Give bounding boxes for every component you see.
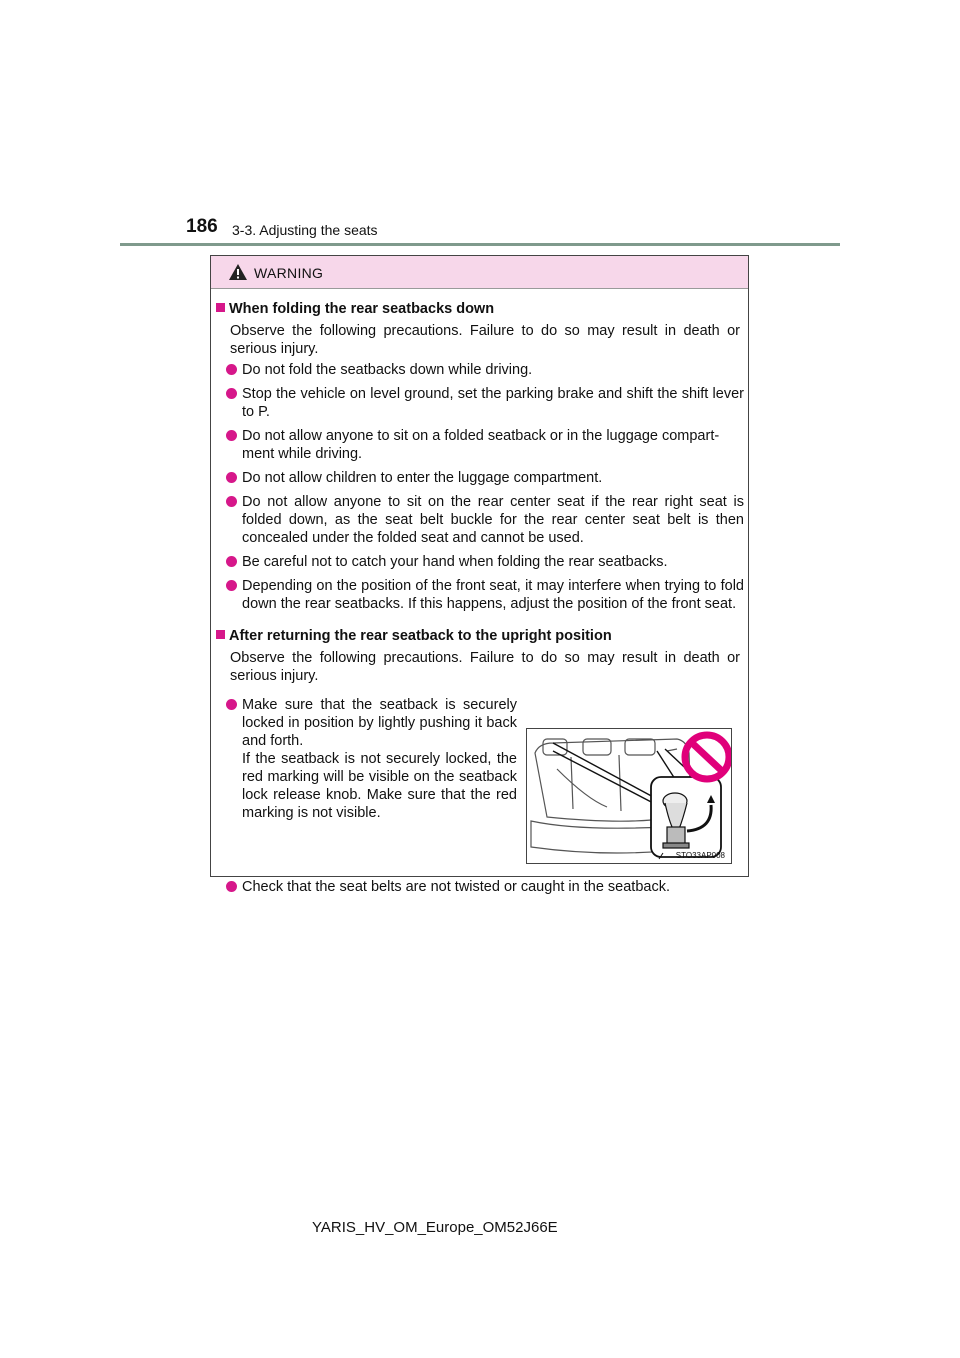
list-item xyxy=(226,696,517,822)
list-item xyxy=(226,878,744,896)
section-heading xyxy=(216,627,612,645)
list-item xyxy=(226,469,744,487)
square-bullet-icon xyxy=(216,303,225,312)
list-item-text: Do not allow anyone to sit on the rear center seat if the rear right seat is folded down, as the seat belt buckle for the rear center seat belt is then concealed under the folded seat and cannot be used. xyxy=(242,494,744,546)
list-item-text: Do not allow anyone to sit on a folded seatback or in the luggage compart- ment while driving. xyxy=(242,428,720,462)
section-heading-text: After returning the rear seatback to the upright position xyxy=(229,628,612,644)
list-item-text: Be careful not to catch your hand when folding the rear seatbacks. xyxy=(242,554,668,570)
circle-bullet-icon xyxy=(226,556,237,567)
list-item-text: Do not allow children to enter the luggage compartment. xyxy=(242,470,603,486)
seatback-lock-illustration xyxy=(526,728,732,864)
header-rule xyxy=(120,243,840,246)
circle-bullet-icon xyxy=(226,472,237,483)
list-item-text: Make sure that the seatback is securely locked in position by lightly pushing it back and forth. If the seatback is not securely locked, the red marking will be visible on the seatback lock release knob. Make sure that the red marking is not visible. xyxy=(242,697,517,821)
list-item xyxy=(226,385,744,421)
section-intro: Observe the following precautions. Failure to do so may result in death or serious injury. xyxy=(230,323,740,357)
warning-header xyxy=(211,256,748,289)
circle-bullet-icon xyxy=(226,699,237,710)
warning-triangle-icon xyxy=(228,263,248,281)
circle-bullet-icon xyxy=(226,881,237,892)
figure-code: STO33AP008 xyxy=(675,851,725,860)
prohibition-icon xyxy=(685,735,729,779)
list-item xyxy=(226,577,744,613)
section-heading-text: When folding the rear seatbacks down xyxy=(229,301,495,317)
circle-bullet-icon xyxy=(226,580,237,591)
circle-bullet-icon xyxy=(226,364,237,375)
document-id: YARIS_HV_OM_Europe_OM52J66E xyxy=(312,1219,558,1236)
list-item-text: Stop the vehicle on level ground, set the parking brake and shift the shift lever to P. xyxy=(242,386,744,420)
list-item-text: Do not fold the seatbacks down while driving. xyxy=(242,362,533,378)
rear-seat-illustration xyxy=(527,729,731,863)
circle-bullet-icon xyxy=(226,388,237,399)
list-item-text: Depending on the position of the front seat, it may interfere when trying to fold down the rear seatbacks. If this happens, adjust the position of the front seat. xyxy=(242,578,744,612)
circle-bullet-icon xyxy=(226,430,237,441)
list-item xyxy=(226,361,744,379)
section-intro: Observe the following precautions. Failure to do so may result in death or serious injury. xyxy=(230,650,740,684)
list-item xyxy=(226,493,744,547)
list-item xyxy=(226,427,744,463)
section-heading xyxy=(216,300,494,318)
section-title: 3-3. Adjusting the seats xyxy=(232,222,378,238)
circle-bullet-icon xyxy=(226,496,237,507)
warning-label: WARNING xyxy=(254,265,324,281)
square-bullet-icon xyxy=(216,630,225,639)
warning-box xyxy=(210,255,749,895)
list-item xyxy=(226,553,744,571)
list-item-text: Check that the seat belts are not twisted or caught in the seatback. xyxy=(242,879,670,895)
page-number: 186 xyxy=(186,216,218,237)
